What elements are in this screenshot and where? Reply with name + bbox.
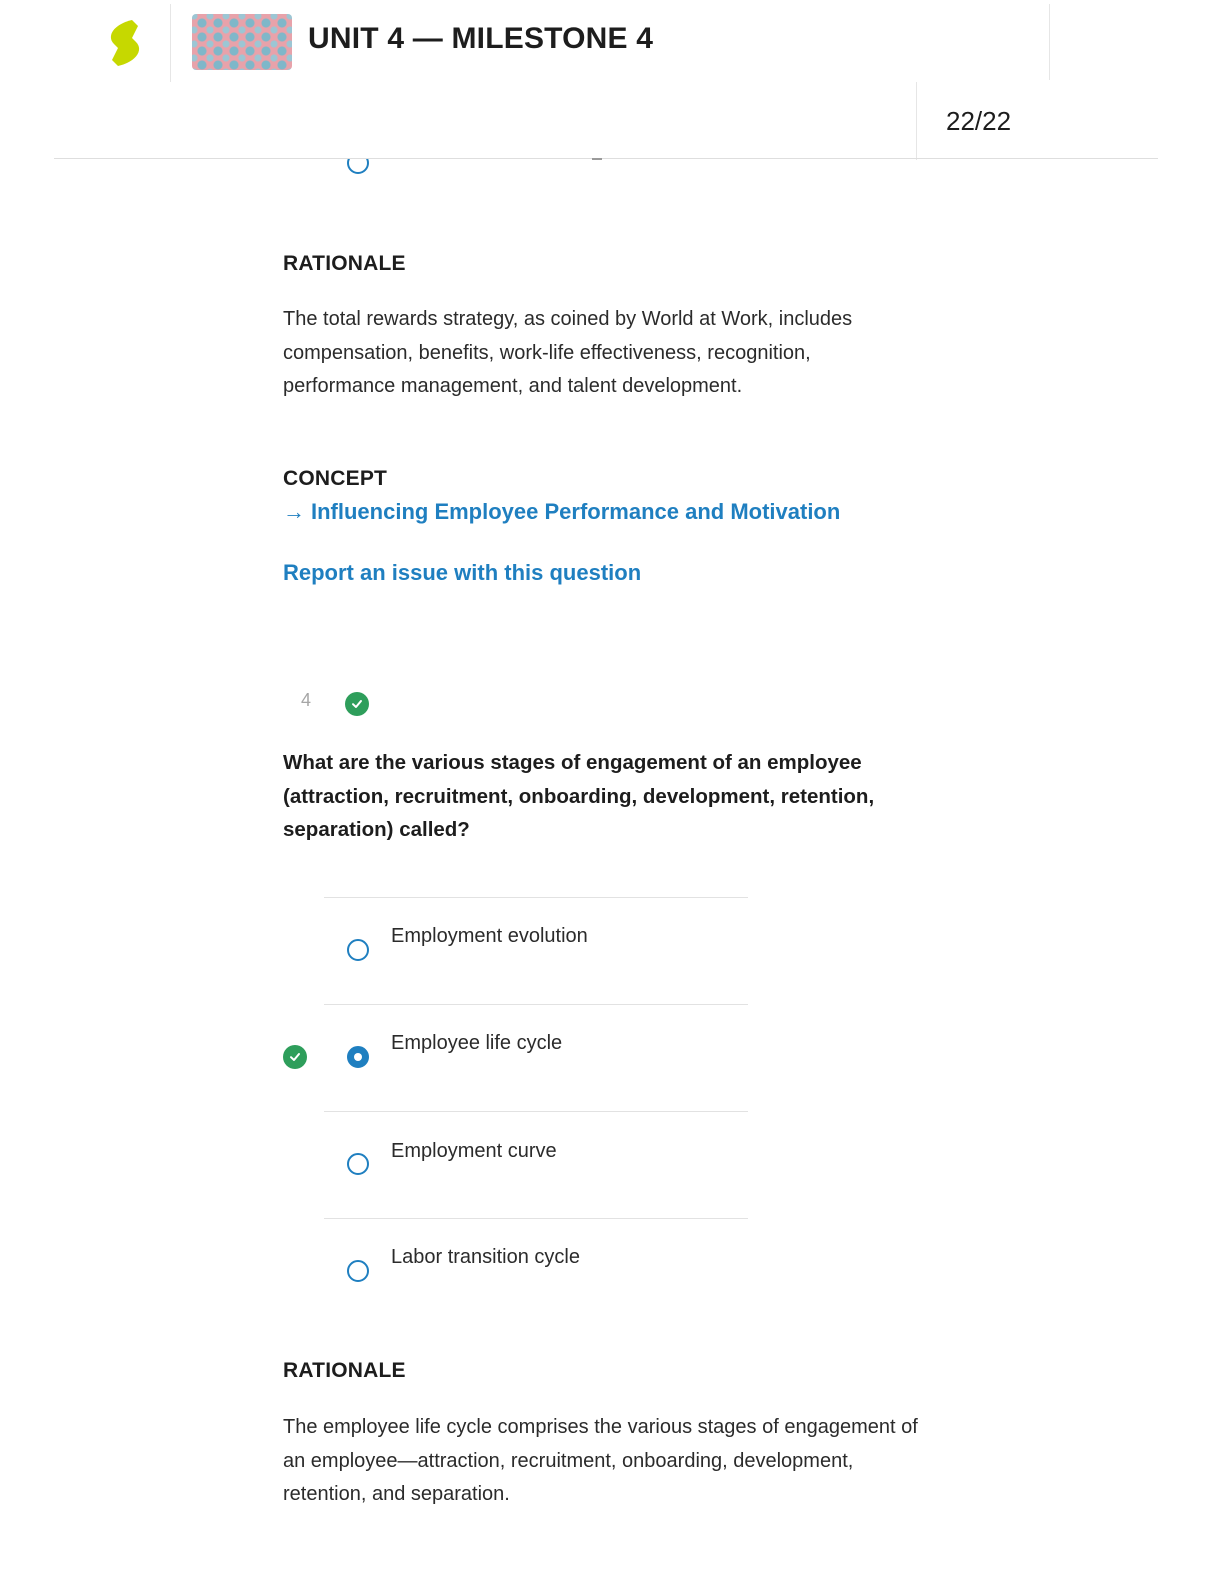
radio-button[interactable] bbox=[347, 939, 369, 961]
option-label: Employee life cycle bbox=[391, 1032, 563, 1054]
answer-option[interactable] bbox=[324, 1004, 748, 1111]
answer-option[interactable] bbox=[324, 1218, 748, 1325]
clipped-text bbox=[592, 156, 602, 160]
option-label: Employment evolution bbox=[391, 925, 588, 947]
concept-link-label: Influencing Employee Performance and Motivation bbox=[311, 499, 841, 524]
page-title: UNIT 4 — MILESTONE 4 bbox=[308, 22, 654, 55]
concept-link[interactable] bbox=[283, 499, 840, 525]
report-issue-link[interactable]: Report an issue with this question bbox=[283, 560, 642, 585]
option-label: Labor transition cycle bbox=[391, 1246, 580, 1268]
radio-button[interactable] bbox=[347, 1260, 369, 1282]
option-label: Employment curve bbox=[391, 1140, 557, 1162]
header bbox=[0, 0, 1224, 82]
answer-option[interactable] bbox=[324, 897, 748, 1004]
rationale-text: The total rewards strategy, as coined by World at Work, includes compensation, benefits, work-life effectiveness, recognition, performance management, and talent development. bbox=[283, 308, 853, 397]
score-counter: 22/22 bbox=[946, 106, 1012, 136]
header-rule bbox=[54, 158, 1158, 159]
sophia-logo-icon[interactable] bbox=[104, 18, 146, 68]
question-number: 4 bbox=[301, 690, 312, 710]
rationale-heading: RATIONALE bbox=[283, 1359, 406, 1382]
rationale-text: The employee life cycle comprises the various stages of engagement of an employee—attraction, recruitment, onboarding, development, retention, and separation. bbox=[283, 1416, 918, 1505]
correct-answer-check-icon bbox=[283, 1045, 307, 1069]
rationale-heading: RATIONALE bbox=[283, 252, 406, 275]
concept-heading: CONCEPT bbox=[283, 467, 388, 490]
answer-options bbox=[324, 897, 748, 1325]
header-divider bbox=[170, 4, 171, 82]
radio-button-selected[interactable] bbox=[347, 1046, 369, 1068]
radio-button[interactable] bbox=[347, 152, 369, 174]
header-divider bbox=[1049, 4, 1050, 80]
answer-option[interactable] bbox=[324, 1111, 748, 1218]
check-icon bbox=[345, 692, 369, 716]
radio-button[interactable] bbox=[347, 1153, 369, 1175]
question-text: What are the various stages of engagement of an employee (attraction, recruitment, onboarding, development, retention, separation) called? bbox=[283, 751, 875, 841]
arrow-right-icon: → bbox=[283, 499, 305, 524]
course-thumbnail bbox=[192, 14, 292, 70]
score-divider bbox=[916, 82, 917, 160]
